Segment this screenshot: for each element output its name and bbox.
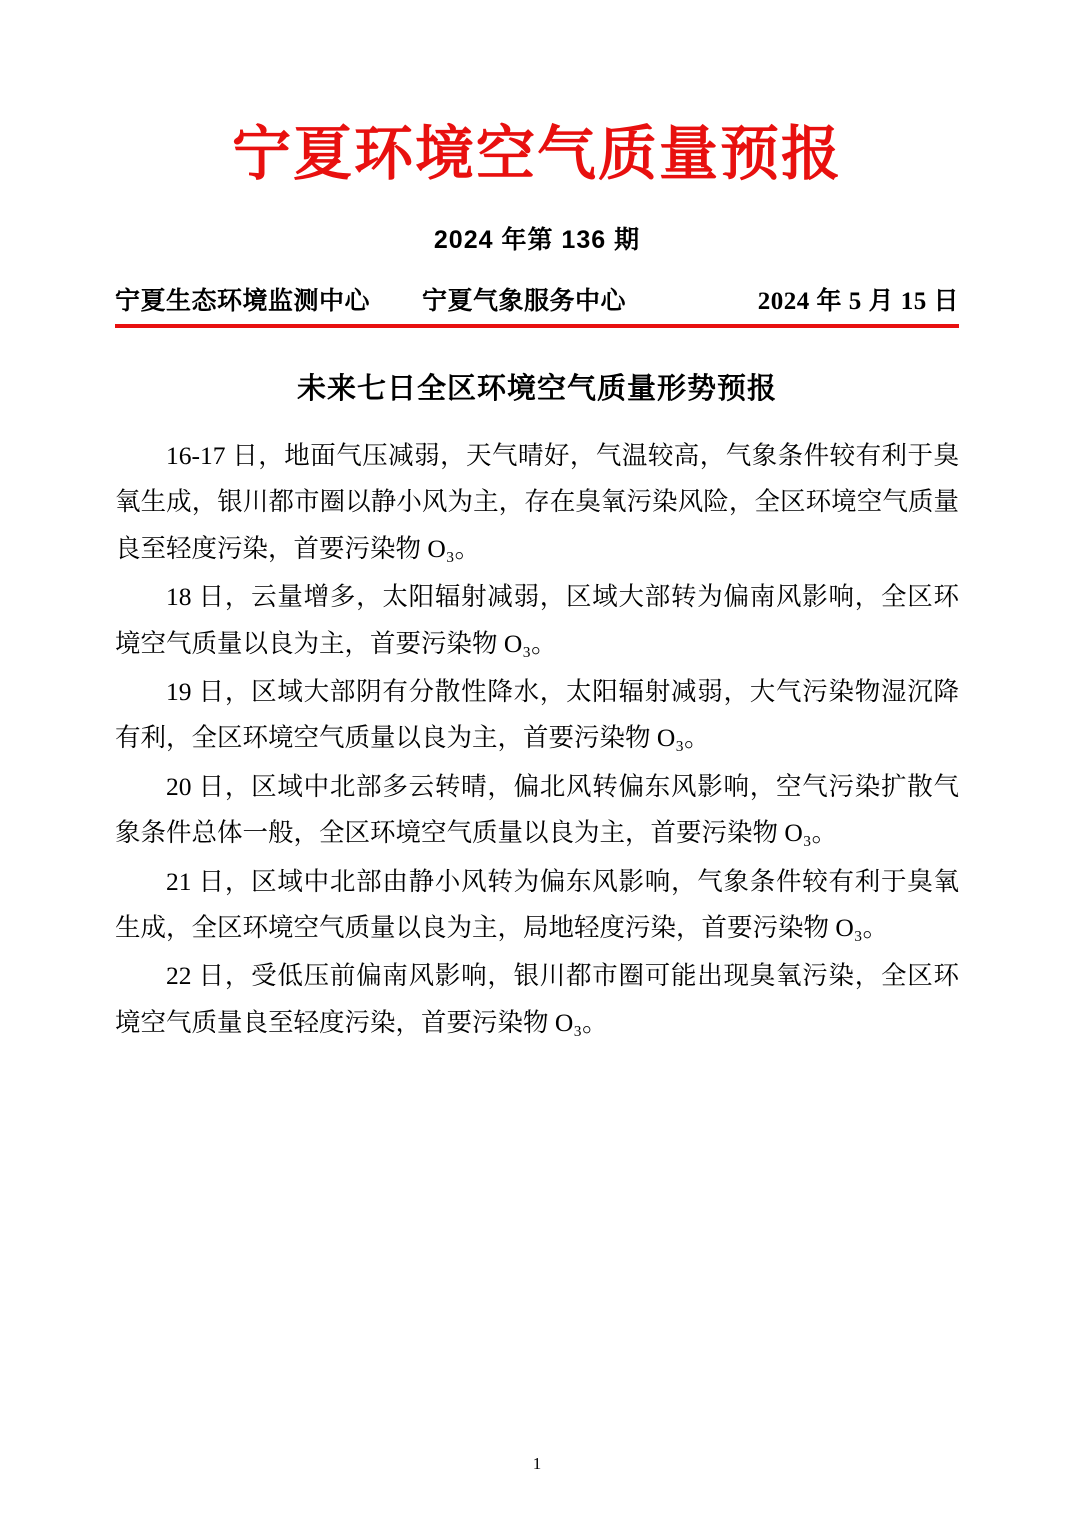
section-heading: 未来七日全区环境空气质量形势预报 xyxy=(296,372,777,405)
forecast-paragraph: 18 日，云量增多，太阳辐射减弱，区域大部转为偏南风影响，全区环境空气质量以良为主，首要污染物 O₃。 xyxy=(115,582,959,658)
issue-number: 2024 年第 136 期 xyxy=(433,225,641,254)
forecast-paragraph: 20 日，区域中北部多云转晴，偏北风转偏东风影响，空气污染扩散气象条件总体一般，全区环境空气质量以良为主，首要污染物 O₃。 xyxy=(115,771,959,848)
page-number: 1 xyxy=(532,1454,542,1473)
forecast-paragraph: 21 日，区域中北部由静小风转为偏东风影响，气象条件较有利于臭氧生成，全区环境空气质量以良为主，局地轻度污染，首要污染物 O₃。 xyxy=(115,866,959,942)
forecast-paragraph: 16-17 日，地面气压减弱，天气晴好，气温较高，气象条件较有利于臭氧生成，银川都市圈以静小风为主，存在臭氧污染风险，全区环境空气质量良至轻度污染，首要污染物 O₃。 xyxy=(115,440,959,563)
issuing-org-secondary: 宁夏气象服务中心 xyxy=(422,287,627,315)
publication-date: 2024 年 5 月 15 日 xyxy=(757,287,959,315)
document-title: 宁夏环境空气质量预报 xyxy=(231,121,842,187)
issuing-org-primary: 宁夏生态环境监测中心 xyxy=(115,287,371,315)
masthead-row xyxy=(115,281,959,317)
forecast-paragraph: 22 日，受低压前偏南风影响，银川都市圈可能出现臭氧污染，全区环境空气质量良至轻度污染，首要污染物 O₃。 xyxy=(115,961,959,1037)
header-divider xyxy=(115,324,959,328)
forecast-paragraph: 19 日，区域大部阴有分散性降水，太阳辐射减弱，大气污染物湿沉降有利，全区环境空气质量以良为主，首要污染物 O₃。 xyxy=(115,676,959,753)
forecast-body xyxy=(115,433,959,1046)
